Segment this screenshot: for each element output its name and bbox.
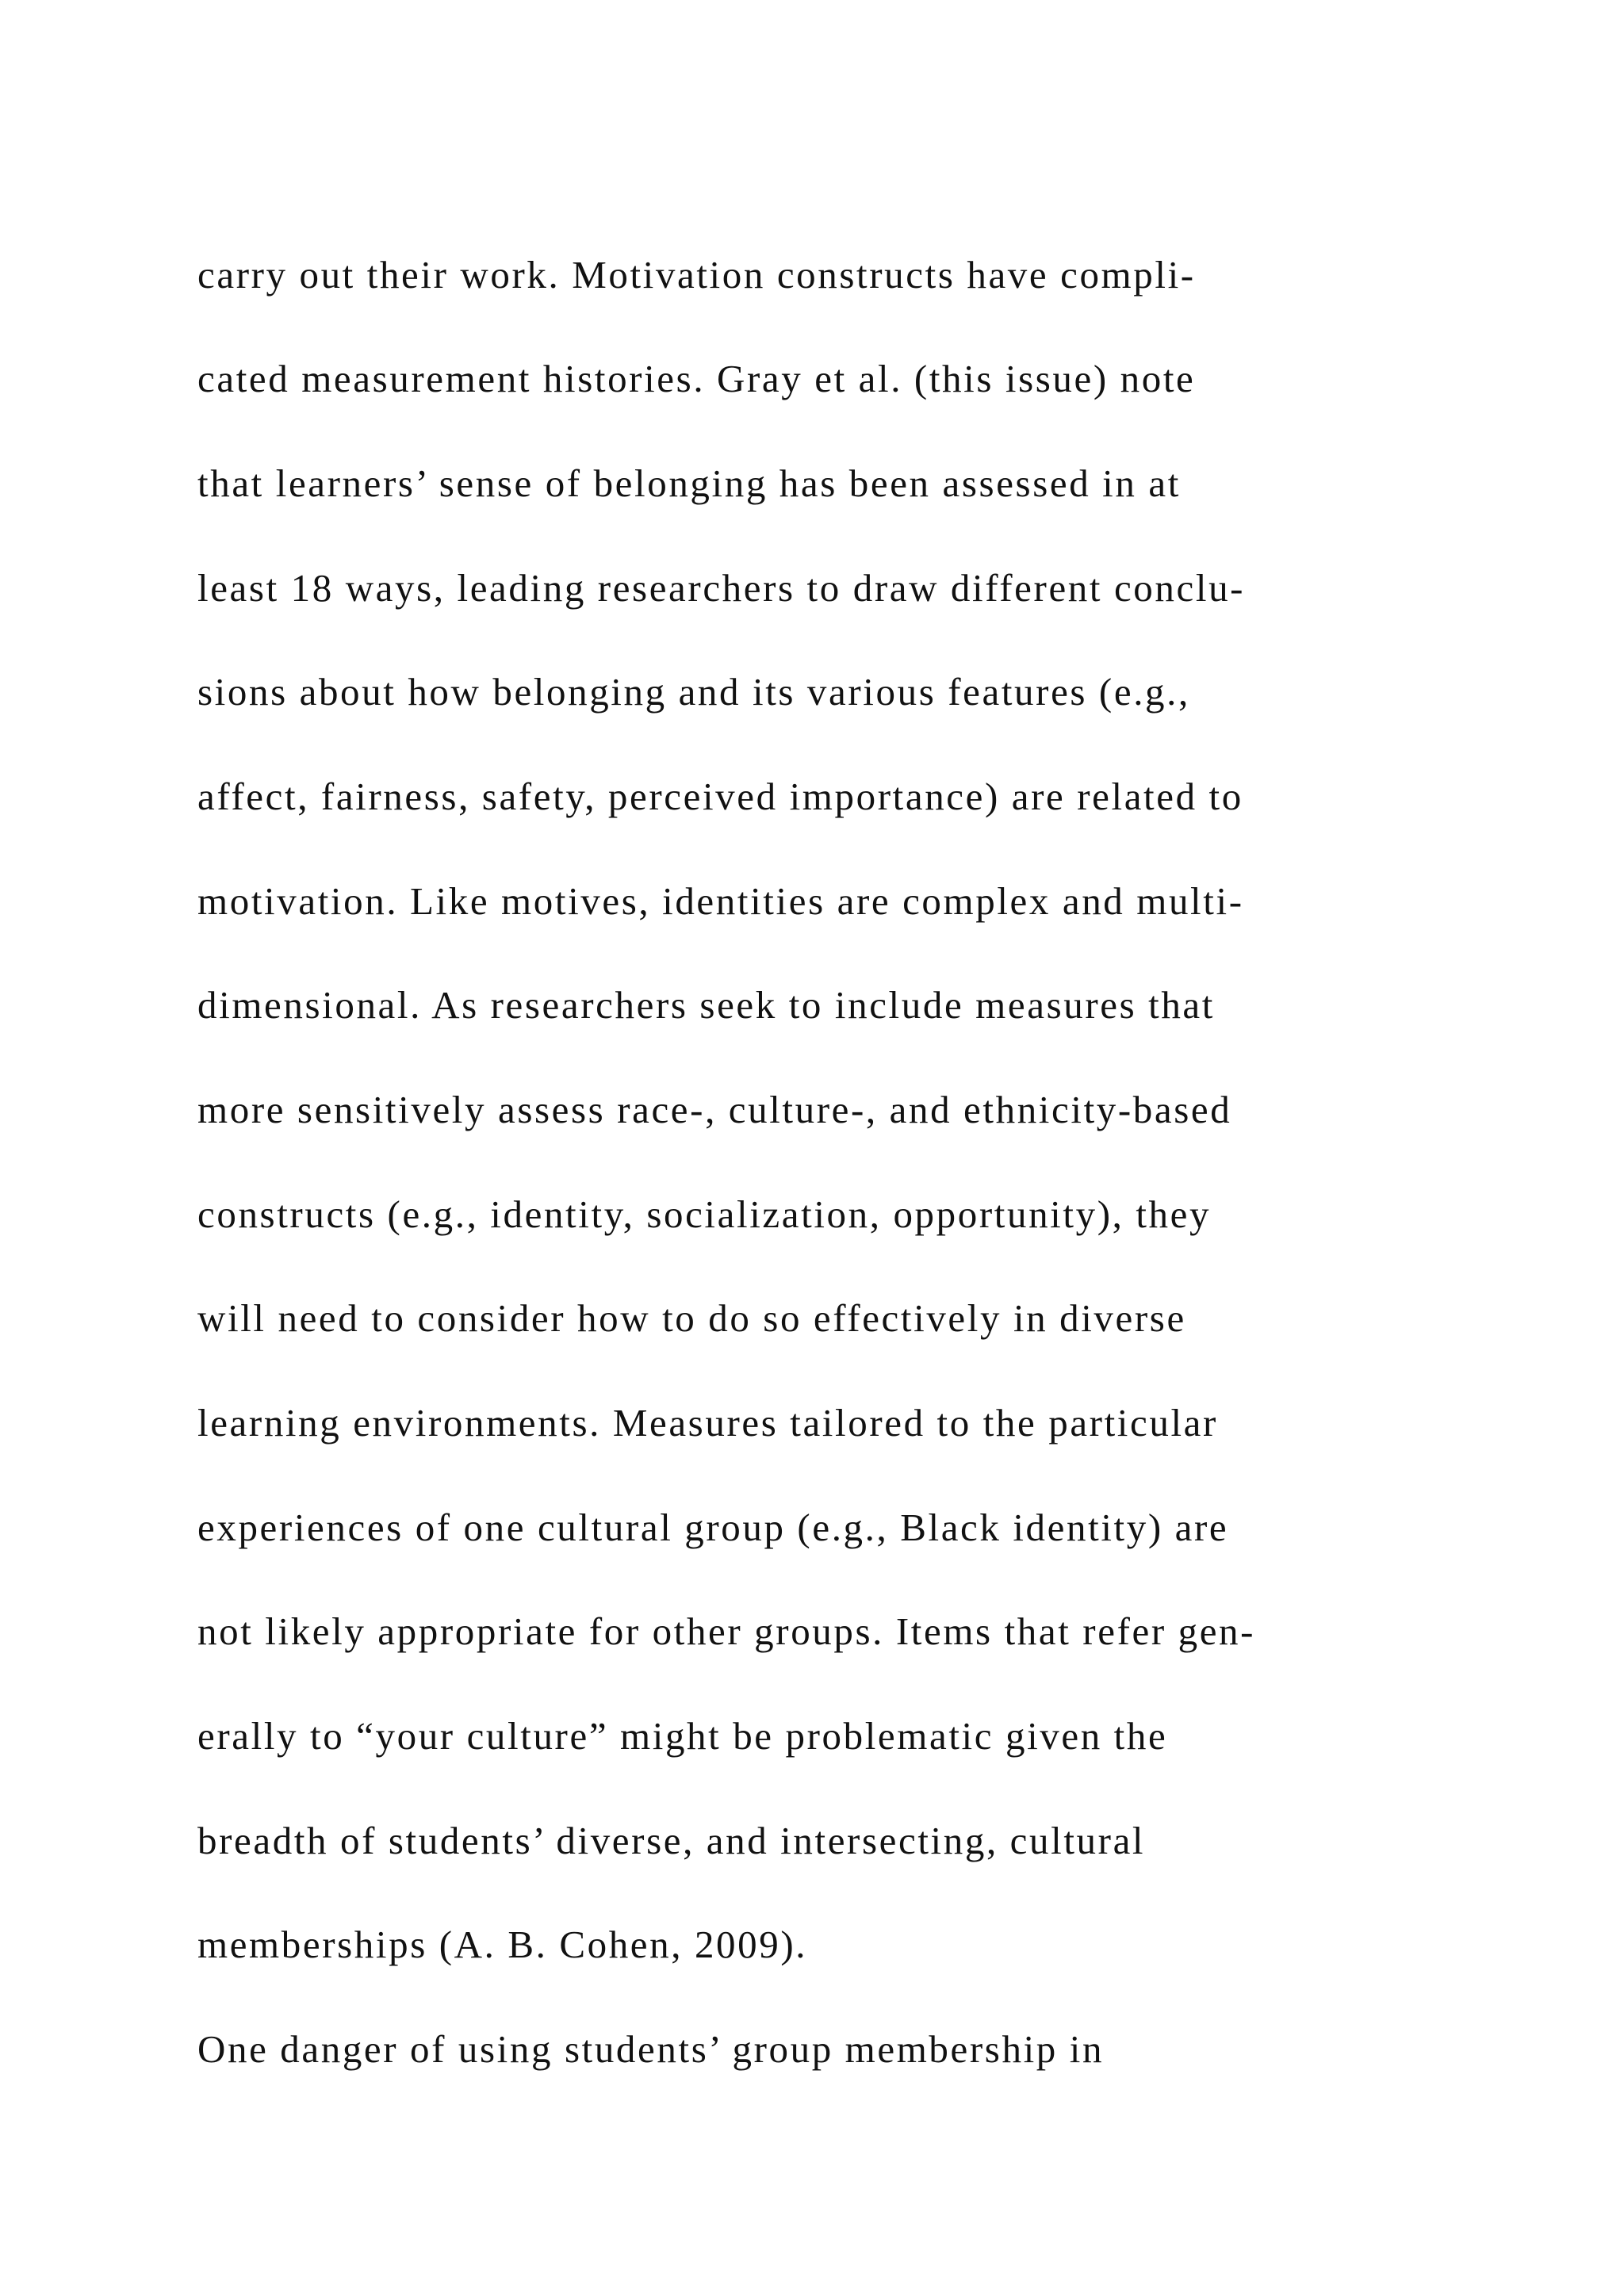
text-line-2: cated measurement histories. Gray et al. (this issue) note	[197, 357, 1196, 400]
text-line-5: sions about how belonging and its various features (e.g.,	[197, 670, 1190, 714]
text-line-16: breadth of students’ diverse, and intersecting, cultural	[197, 1819, 1146, 1862]
text-line-11: will need to consider how to do so effectively in diverse	[197, 1296, 1186, 1340]
text-line-7: motivation. Like motives, identities are complex and multi-	[197, 879, 1244, 923]
text-line-17: memberships (A. B. Cohen, 2009).	[197, 1923, 808, 1966]
text-line-12: learning environments. Measures tailored to the particular	[197, 1401, 1218, 1445]
text-line-10: constructs (e.g., identity, socialization, opportunity), they	[197, 1192, 1212, 1236]
text-line-3: that learners’ sense of belonging has been assessed in at	[197, 461, 1181, 505]
text-line-18: One danger of using students’ group membership in	[197, 2027, 1105, 2071]
text-line-15: erally to “your culture” might be problematic given the	[197, 1714, 1168, 1758]
text-line-9: more sensitively assess race-, culture-, and ethnicity-based	[197, 1088, 1232, 1131]
text-line-8: dimensional. As researchers seek to include measures that	[197, 983, 1215, 1027]
text-line-1: carry out their work. Motivation constructs have compli-	[197, 253, 1196, 297]
text-line-4: least 18 ways, leading researchers to draw different conclu-	[197, 566, 1246, 610]
text-line-13: experiences of one cultural group (e.g., Black identity) are	[197, 1506, 1229, 1549]
text-line-6: affect, fairness, safety, perceived importance) are related to	[197, 775, 1243, 818]
text-line-14: not likely appropriate for other groups. Items that refer gen-	[197, 1609, 1256, 1653]
